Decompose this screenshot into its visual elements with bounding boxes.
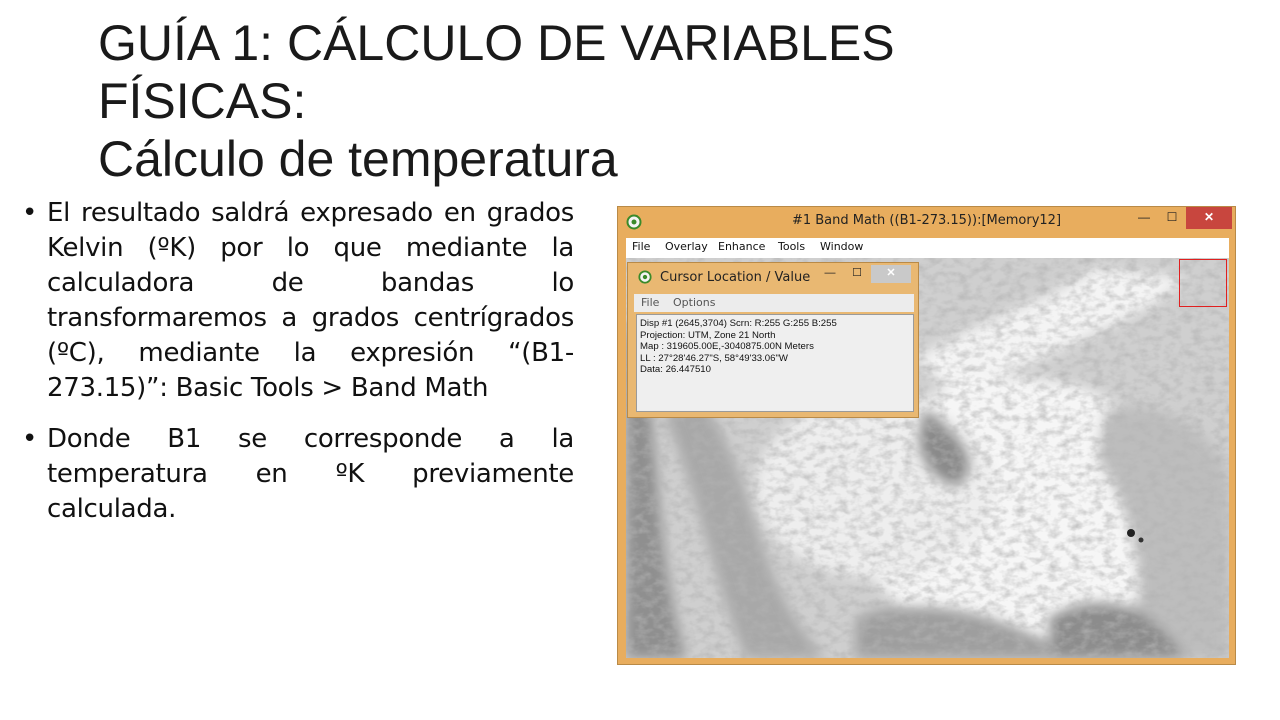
dialog-menu-options[interactable]: Options — [673, 296, 716, 309]
maximize-button[interactable]: ☐ — [1166, 210, 1178, 224]
window-titlebar[interactable] — [618, 207, 1235, 237]
dialog-minimize-button[interactable]: — — [824, 267, 836, 279]
bullet-list — [22, 196, 574, 543]
dialog-maximize-button[interactable]: ☐ — [852, 267, 862, 279]
minimize-button[interactable]: — — [1138, 210, 1150, 224]
window-title: #1 Band Math ((B1-273.15)):[Memory12] — [791, 213, 1062, 228]
menu-tools[interactable]: Tools — [778, 240, 806, 253]
cursor-info-text — [636, 314, 914, 412]
bullet-text: Donde B1 se corresponde a la temperatura en ºK previamente calculada. — [47, 424, 574, 524]
menu-window[interactable]: Window — [820, 240, 864, 253]
close-button[interactable]: ✕ — [1186, 207, 1232, 229]
window-menubar — [626, 238, 1229, 258]
menu-file[interactable]: File — [632, 240, 651, 253]
menu-overlay[interactable]: Overlay — [665, 240, 708, 253]
bullet-text: El resultado saldrá expresado en grados Kelvin (ºK) por lo que mediante la calculadora de bandas lo transformaremos a grados centrígrados (ºC), mediante la expresión “(B1-273.15)”: Basic Tools > Band Math — [47, 198, 574, 403]
cursor-location-dialog — [627, 262, 919, 418]
bullet-dot: • — [22, 424, 38, 454]
title-line-2: FÍSICAS: — [98, 73, 307, 129]
dialog-menu-file[interactable]: File — [641, 296, 660, 309]
info-line-display: Disp #1 (2645,3704) Scrn: R:255 G:255 B:255 — [640, 318, 837, 329]
envi-app-icon — [638, 270, 652, 284]
bullet-dot: • — [22, 198, 38, 228]
info-line-latlon: LL : 27°28'46.27"S, 58°49'33.06"W — [640, 352, 788, 364]
bullet-item — [22, 196, 574, 406]
slide-title — [98, 14, 1098, 188]
title-line-1: GUÍA 1: CÁLCULO DE VARIABLES — [98, 15, 895, 71]
dialog-menubar — [634, 294, 914, 312]
bullet-item — [22, 422, 574, 527]
dialog-title: Cursor Location / Value — [660, 270, 811, 285]
info-line-data: Data: 26.447510 — [640, 364, 711, 375]
title-line-3: Cálculo de temperatura — [98, 131, 618, 187]
zoom-box[interactable] — [1179, 259, 1227, 307]
info-line-map: Map : 319605.00E,-3040875.00N Meters — [640, 341, 814, 352]
dialog-close-button[interactable]: ✕ — [871, 265, 911, 283]
menu-enhance[interactable]: Enhance — [718, 240, 766, 253]
info-line-projection: Projection: UTM, Zone 21 North — [640, 329, 776, 341]
